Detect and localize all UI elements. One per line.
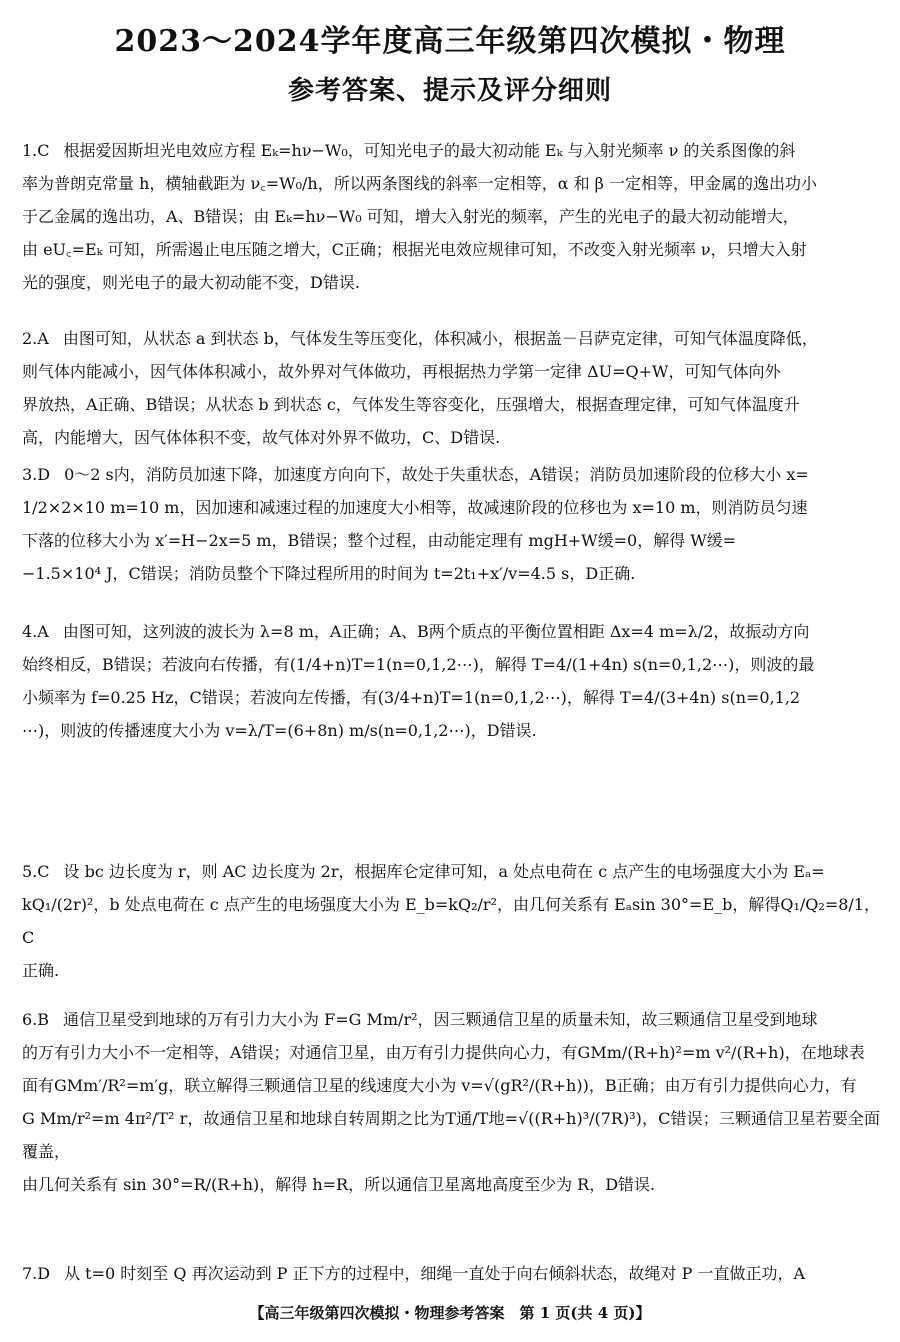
answer-line: 根据爱因斯坦光电效应方程 Eₖ=hν−W₀，可知光电子的最大初动能 Eₖ 与入射光频率 ν 的关系图像的斜 <box>63 141 796 160</box>
answer-line: 由图可知，这列波的波长为 λ=8 m，A正确；A、B两个质点的平衡位置相距 Δx=4 m=λ/2，故振动方向 <box>62 622 810 641</box>
answer-line: 正确. <box>22 961 60 980</box>
answer-line: −1.5×10⁴ J，C错误；消防员整个下降过程所用的时间为 t=2t₁+x′/v=4.5 s，D正确. <box>22 564 636 583</box>
answer-number: 6.B <box>22 1010 50 1029</box>
answer-number: 5.C <box>22 862 50 881</box>
answer-number: 7.D <box>22 1264 51 1283</box>
answer-item-2 <box>22 322 880 454</box>
answer-number: 3.D <box>22 465 51 484</box>
answer-line: 由 eU꜀=Eₖ 可知，所需遏止电压随之增大，C正确；根据光电效应规律可知，不改变入射光频率 ν，只增大入射 <box>22 240 807 259</box>
answer-line: 率为普朗克常量 h，横轴截距为 ν꜀=W₀/h，所以两条图线的斜率一定相等，α 和 β 一定相等，甲金属的逸出功小 <box>22 174 818 193</box>
answer-line: 光的强度，则光电子的最大初动能不变，D错误. <box>22 273 360 292</box>
answer-line: G Mm/r²=m 4π²/T² r，故通信卫星和地球自转周期之比为T通/T地=√((R+h)³/(7R)³)，C错误；三颗通信卫星若要全面覆盖， <box>22 1109 880 1161</box>
page-title: 2023～2024学年度高三年级第四次模拟・物理 <box>114 24 786 59</box>
answer-number: 1.C <box>22 141 50 160</box>
answer-number: 4.A <box>22 622 49 641</box>
page-subtitle: 参考答案、提示及评分细则 <box>287 76 612 106</box>
answer-item-4 <box>22 615 880 747</box>
answer-line: 设 bc 边长度为 r，则 AC 边长度为 2r，根据库仑定律可知，a 处点电荷在 c 点产生的电场强度大小为 Eₐ= <box>63 862 825 881</box>
answer-item-5 <box>22 855 880 987</box>
answer-line: ⋯)，则波的传播速度大小为 v=λ/T=(6+8n) m/s(n=0,1,2⋯)，D错误. <box>22 721 537 740</box>
answer-line: 的万有引力大小不一定相等，A错误；对通信卫星，由万有引力提供向心力，有GMm/(R+h)²=m v²/(R+h)，在地球表 <box>22 1043 865 1062</box>
answer-line: 于乙金属的逸出功，A、B错误；由 Eₖ=hν−W₀ 可知，增大入射光的频率，产生的光电子的最大初动能增大， <box>22 207 799 226</box>
answer-line: 始终相反，B错误；若波向右传播，有(1/4+n)T=1(n=0,1,2⋯)，解得 T=4/(1+4n) s(n=0,1,2⋯)，则波的最 <box>22 655 815 674</box>
page-footer: 【高三年级第四次模拟・物理参考答案 第 1 页(共 4 页)】 <box>249 1304 651 1322</box>
answer-line: 则气体内能减小，因气体体积减小，故外界对气体做功，再根据热力学第一定律 ΔU=Q+W，可知气体向外 <box>22 362 781 381</box>
answer-line: 从 t=0 时刻至 Q 再次运动到 P 正下方的过程中，细绳一直处于向右倾斜状态，故绳对 P 一直做正功，A <box>64 1264 806 1283</box>
answer-line: 通信卫星受到地球的万有引力大小为 F=G Mm/r²，因三颗通信卫星的质量未知，故三颗通信卫星受到地球 <box>63 1010 818 1029</box>
answer-line: 1/2×2×10 m=10 m，因加速和减速过程的加速度大小相等，故减速阶段的位移也为 x=10 m，则消防员匀速 <box>22 498 808 517</box>
answer-line: 界放热，A正确、B错误；从状态 b 到状态 c，气体发生等容变化，压强增大，根据查理定律，可知气体温度升 <box>22 395 800 414</box>
answer-item-1 <box>22 134 880 299</box>
answer-item-6 <box>22 1003 880 1201</box>
answer-line: 由几何关系有 sin 30°=R/(R+h)，解得 h=R，所以通信卫星离地高度至少为 R，D错误. <box>22 1175 656 1194</box>
answer-line: 高，内能增大，因气体体积不变，故气体对外界不做功，C、D错误. <box>22 428 501 447</box>
answer-line: 下落的位移大小为 x′=H−2x=5 m，B错误；整个过程，由动能定理有 mgH+W缓=0，解得 W缓= <box>22 531 737 550</box>
answer-line: 面有GMm′/R²=m′g，联立解得三颗通信卫星的线速度大小为 v=√(gR²/(R+h))，B正确；由万有引力提供向心力，有 <box>22 1076 857 1095</box>
answer-line: 由图可知，从状态 a 到状态 b，气体发生等压变化，体积减小，根据盖－吕萨克定律，可知气体温度降低， <box>62 329 818 348</box>
answer-line: 小频率为 f=0.25 Hz，C错误；若波向左传播，有(3/4+n)T=1(n=0,1,2⋯)，解得 T=4/(3+4n) s(n=0,1,2 <box>22 688 801 707</box>
answer-line: kQ₁/(2r)²，b 处点电荷在 c 点产生的电场强度大小为 E_b=kQ₂/r²，由几何关系有 Eₐsin 30°=E_b，解得Q₁/Q₂=8/1，C <box>22 895 880 947</box>
answer-number: 2.A <box>22 329 49 348</box>
answer-line: 0～2 s内，消防员加速下降，加速度方向向下，故处于失重状态，A错误；消防员加速阶段的位移大小 x= <box>64 465 809 484</box>
answer-item-7 <box>22 1257 880 1290</box>
answer-item-3 <box>22 458 880 590</box>
